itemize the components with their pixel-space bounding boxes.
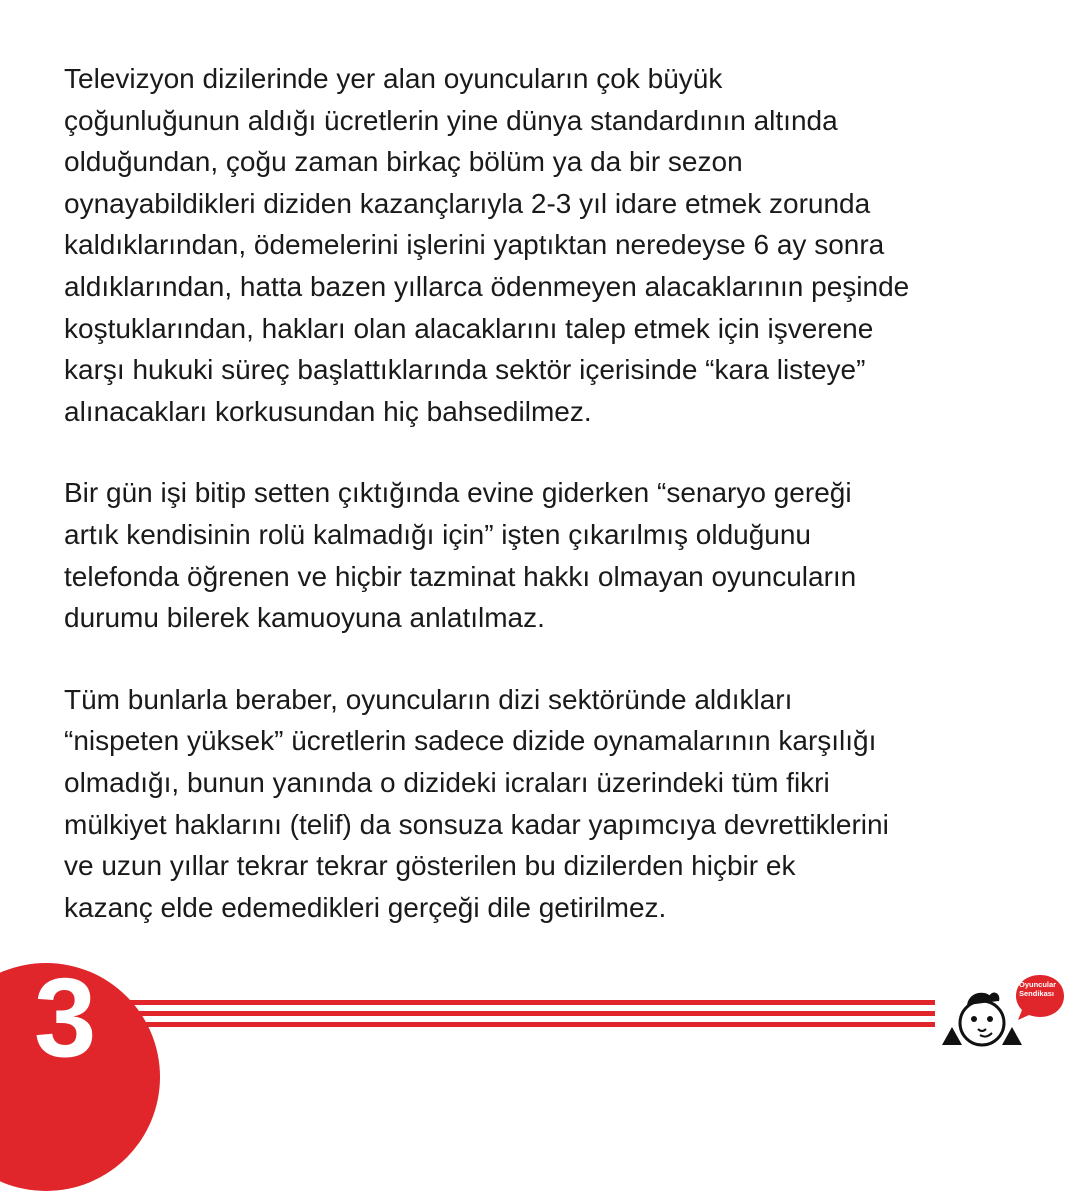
text-line: Televizyon dizilerinde yer alan oyuncuların çok büyük <box>64 63 723 94</box>
logo-line: Oyuncular <box>1019 980 1057 989</box>
text-line: durumu bilerek kamuoyuna anlatılmaz. <box>64 602 545 634</box>
text-line: ve uzun yıllar tekrar tekrar gösterilen bu dizilerden hiçbir ek <box>64 850 796 882</box>
text-line: mülkiyet haklarını (telif) da sonsuza kadar yapımcıya devrettiklerini <box>64 808 889 840</box>
footer-stripes <box>120 1000 935 1030</box>
text-line: “nispeten yüksek” ücretlerin sadece dizide oynamalarının karşılığı <box>64 725 877 757</box>
logo-line: Sendikası <box>1019 989 1055 998</box>
text-line: çoğunluğunun aldığı ücretlerin yine dünya standardının altında <box>64 104 838 136</box>
text-line: kazanç elde edemedikleri gerçeği dile getirilmez. <box>64 891 667 923</box>
text-line: artık kendisinin rolü kalmadığı için” işten çıkarılmış olduğunu <box>64 518 812 550</box>
text-line: Tüm bunlarla beraber, oyuncuların dizi sektöründe aldıkları <box>64 683 793 715</box>
stripe-line <box>120 1011 935 1016</box>
body-text <box>64 58 1064 968</box>
text-line: telefonda öğrenen ve hiçbir tazminat hakkı olmayan oyuncuların <box>64 560 857 592</box>
oyuncular-sendikasi-logo <box>940 965 1065 1055</box>
text-line: olduğundan, çoğu zaman birkaç bölüm ya da bir sezon <box>64 146 743 178</box>
mascot-face-icon <box>940 985 1025 1055</box>
text-line: aldıklarından, hatta bazen yıllarca ödenmeyen alacaklarının peşinde <box>64 270 910 302</box>
paragraph-2 <box>64 472 1064 638</box>
text-line: karşı hukuki süreç başlattıklarında sektör içerisinde “kara listeye” <box>64 354 866 386</box>
text-line: kaldıklarından, ödemelerini işlerini yaptıktan neredeyse 6 ay sonra <box>64 229 885 261</box>
page-number: 3 <box>34 955 97 1080</box>
text-line: alınacakları korkusundan hiç bahsedilmez. <box>64 395 592 427</box>
paragraph-3 <box>64 679 1064 929</box>
text-line: olmadığı, bunun yanında o dizideki icraları üzerindeki tüm fikri <box>64 766 830 798</box>
stripe-line <box>120 1022 935 1027</box>
stripe-line <box>120 1000 935 1005</box>
paragraph-1 <box>64 58 1064 432</box>
text-line: koştuklarından, hakları olan alacaklarını talep etmek için işverene <box>64 312 874 344</box>
text-line: oynayabildikleri diziden kazançlarıyla 2-3 yıl idare etmek zorunda <box>64 187 871 219</box>
text-line: Bir gün işi bitip setten çıktığında evine giderken “senaryo gereği <box>64 477 852 509</box>
logo-text <box>1019 980 1061 998</box>
